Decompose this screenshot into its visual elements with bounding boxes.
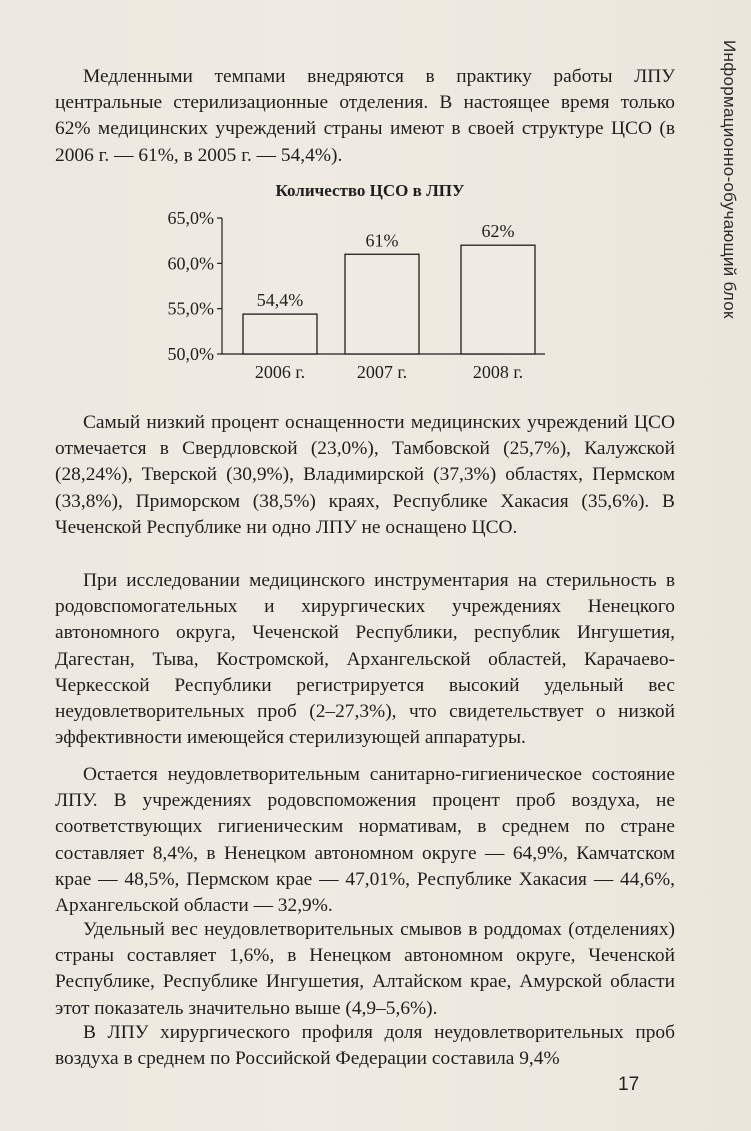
paragraph-text: Медленными темпами внедряются в практику работы ЛПУ центральные стерилизационные отделения. В настоящее время только 62% медицинских учреждений страны имеют в своей структуре ЦСО (в 2006 г. — 61%, в 2005 г. — 54,4%).: [55, 66, 675, 166]
paragraph-text: В ЛПУ хирургического профиля доля неудовлетворительных проб воздуха в среднем по Российской Федерации составила 9,4%: [55, 1022, 675, 1070]
bar: [243, 314, 317, 354]
y-tick-label: 60,0%: [167, 253, 214, 274]
chart-title: Количество ЦСО в ЛПУ: [275, 181, 465, 200]
bar: [461, 245, 535, 354]
data-label: 54,4%: [256, 290, 304, 311]
x-tick-label: 2006 г.: [254, 362, 306, 382]
section-header: Информационно-обучающий блок: [720, 40, 739, 319]
paragraph-text: Самый низкий процент оснащенности медицинских учреждений ЦСО отмечается в Свердловской (23,0%), Тамбовской (25,7%), Калужской (28,24%), Тверской (30,9%), Владимирской (37,3%) областях, Пермском (33,8%), Приморском (38,5%) краях, Республике Хакасия (35,6%). В Чеченской Республике ни одно ЛПУ не оснащено ЦСО.: [55, 412, 675, 538]
bar-chart: [0, 178, 751, 398]
bar: [345, 254, 419, 354]
paragraph-6: [55, 1020, 675, 1072]
data-label: 62%: [481, 221, 515, 242]
x-tick-label: 2008 г.: [472, 362, 524, 382]
paragraph-3: [55, 568, 675, 751]
paragraph-2: [55, 410, 675, 541]
paragraph-text: Остается неудовлетворительным санитарно-гигиеническое состояние ЛПУ. В учреждениях родовспоможения процент проб воздуха, не соответствующих гигиеническим нормативам, в среднем по стране составляет 8,4%, в Ненецком автономном округе — 64,9%, Камчатском крае — 48,5%, Пермском крае — 47,01%, Республике Хакасия — 44,6%, Архангельской области — 32,9%.: [55, 764, 675, 917]
y-tick-label: 50,0%: [167, 344, 214, 364]
paragraph-text: При исследовании медицинского инструментария на стерильность в родовспомогательных и хирургических учреждениях Ненецкого автономного округа, Чеченской Республики, республик Ингушетия, Дагестан, Тыва, Костромской, Архангельской областей, Карачаево-Черкесской Республики регистрируется высокий удельный вес неудовлетворительных проб (2–27,3%), что свидетельствует о низкой эффективности имеющейся стерилизующей аппаратуры.: [55, 570, 675, 749]
y-tick-label: 65,0%: [167, 208, 214, 228]
paragraph-text: Удельный вес неудовлетворительных смывов в роддомах (отделениях) страны составляет 1,6%, в Ненецком автономном округе, Чеченской Республике, Республике Ингушетия, Алтайском крае, Амурской области этот показатель значительно выше (4,9–5,6%).: [55, 919, 675, 1019]
cso-chart: [0, 178, 751, 398]
paragraph-5: [55, 917, 675, 1022]
data-label: 61%: [365, 230, 399, 251]
x-tick-label: 2007 г.: [356, 362, 408, 382]
y-tick-label: 55,0%: [167, 298, 214, 319]
paragraph-4: [55, 762, 675, 919]
paragraph-1: [55, 64, 675, 169]
page-number: 17: [618, 1074, 640, 1095]
